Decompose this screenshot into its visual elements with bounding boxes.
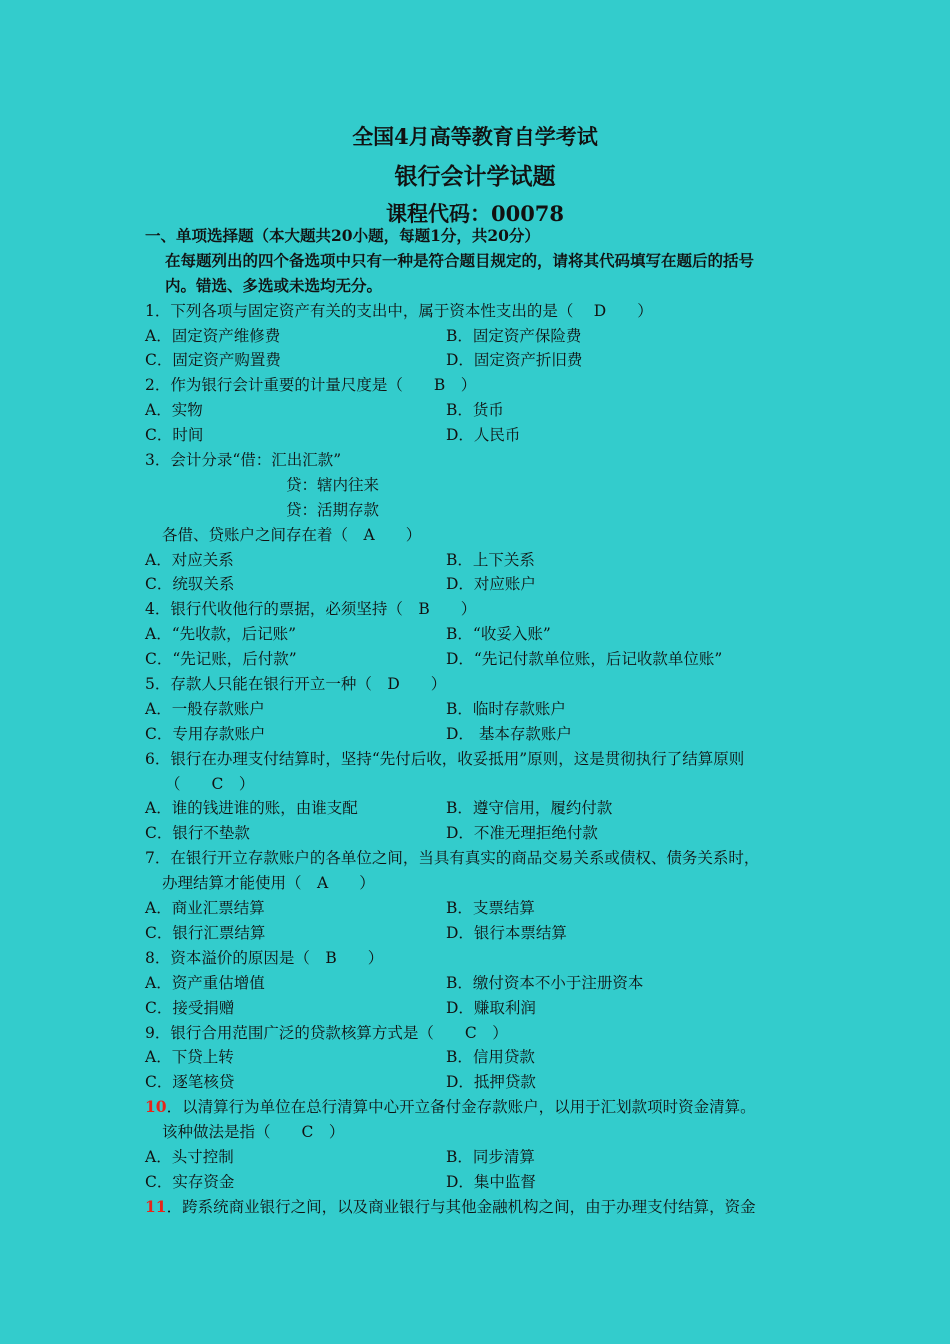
question-text: ．跨系统商业银行之间，以及商业银行与其他金融机构之间，由于办理支付结算，资金 xyxy=(166,1197,756,1216)
question-stem-continued: 该种做法是指（ C ） xyxy=(162,1123,345,1142)
option-row xyxy=(145,423,825,448)
option-b: B．缴付资本不小于注册资本 xyxy=(446,973,644,992)
option-b: B．货币 xyxy=(446,401,504,420)
option-a: A．头寸控制 xyxy=(145,1147,234,1166)
option-d: D．固定资产折旧费 xyxy=(446,351,583,370)
option-b: B．固定资产保险费 xyxy=(446,326,582,345)
option-d: D．集中监督 xyxy=(446,1172,536,1191)
question-stem: 7．在银行开立存款账户的各单位之间，当具有真实的商品交易关系或债权、债务关系时， xyxy=(145,849,760,868)
option-row xyxy=(145,821,825,846)
option-b: B．临时存款账户 xyxy=(446,699,566,718)
option-d: D．人民币 xyxy=(446,426,521,445)
option-row xyxy=(145,971,825,996)
journal-entry-line: 贷：辖内往来 xyxy=(286,475,380,494)
option-b: B．上下关系 xyxy=(446,550,535,569)
option-row xyxy=(145,548,825,573)
option-d: D．银行本票结算 xyxy=(446,923,567,942)
option-row xyxy=(145,722,825,747)
section-instruction-2: 内。错选、多选或未选均无分。 xyxy=(165,275,383,295)
option-c: C．专用存款账户 xyxy=(145,724,266,743)
option-c: C．银行不垫款 xyxy=(145,824,250,843)
question-stem-continued: 各借、贷账户之间存在着（ A ） xyxy=(162,525,422,544)
option-c: C．“先记账，后付款” xyxy=(145,650,297,669)
question-number: 10 xyxy=(145,1097,167,1117)
question-stem xyxy=(145,1095,825,1120)
option-row xyxy=(145,1045,825,1070)
option-a: A．固定资产维修费 xyxy=(145,326,281,345)
option-row xyxy=(145,324,825,349)
option-d: D．“先记付款单位账，后记收款单位账” xyxy=(446,650,723,669)
option-a: A．谁的钱进谁的账，由谁支配 xyxy=(145,799,358,818)
question-stem: 8．资本溢价的原因是（ B ） xyxy=(145,948,384,967)
option-a: A．商业汇票结算 xyxy=(145,899,265,918)
question-stem: 2．作为银行会计重要的计量尺度是（ B ） xyxy=(145,376,477,395)
option-c: C．接受捐赠 xyxy=(145,998,235,1017)
option-c: C．逐笔核贷 xyxy=(145,1073,235,1092)
option-d: D．抵押贷款 xyxy=(446,1073,536,1092)
question-stem: 1．下列各项与固定资产有关的支出中，属于资本性支出的是（ D ） xyxy=(145,301,653,320)
option-b: B．同步清算 xyxy=(446,1147,535,1166)
option-row xyxy=(145,896,825,921)
option-row xyxy=(145,996,825,1021)
option-a: A．资产重估增值 xyxy=(145,973,265,992)
question-stem: 5．存款人只能在银行开立一种（ D ） xyxy=(145,675,447,694)
option-row xyxy=(145,1145,825,1170)
option-b: B．遵守信用，履约付款 xyxy=(446,799,613,818)
exam-title-subject: 银行会计学试题 xyxy=(394,164,556,190)
option-a: A．“先收款，后记账” xyxy=(145,625,297,644)
option-d: D．不准无理拒绝付款 xyxy=(446,824,598,843)
question-stem-continued: （ C ） xyxy=(165,774,255,793)
question-number: 11 xyxy=(145,1196,167,1216)
option-row xyxy=(145,647,825,672)
option-b: B．“收妥入账” xyxy=(446,625,551,644)
question-stem xyxy=(145,1195,825,1220)
section-instruction-1: 在每题列出的四个备选项中只有一种是符合题目规定的，请将其代码填写在题后的括号 xyxy=(165,250,755,270)
section-heading: 一、单项选择题（本大题共20小题，每题1分，共20分） xyxy=(145,226,540,245)
option-row xyxy=(145,348,825,373)
option-row xyxy=(145,572,825,597)
option-a: A．一般存款账户 xyxy=(145,699,265,718)
option-a: A．下贷上转 xyxy=(145,1048,234,1067)
question-stem: 3．会计分录“借：汇出汇款” xyxy=(145,451,342,470)
option-d: D．赚取利润 xyxy=(446,998,536,1017)
course-code: 课程代码：00078 xyxy=(385,201,565,226)
question-stem: 4．银行代收他行的票据，必须坚持（ B ） xyxy=(145,600,477,619)
option-b: B．支票结算 xyxy=(446,899,535,918)
exam-body xyxy=(145,224,825,1220)
option-row xyxy=(145,796,825,821)
question-stem: 6．银行在办理支付结算时，坚持“先付后收，收妥抵用”原则，这是贯彻执行了结算原则 xyxy=(145,749,745,768)
option-row xyxy=(145,1170,825,1195)
question-stem-continued: 办理结算才能使用（ A ） xyxy=(162,874,375,893)
option-a: A．实物 xyxy=(145,401,203,420)
question-text: ．以清算行为单位在总行清算中心开立备付金存款账户，以用于汇划款项时资金清算。 xyxy=(166,1098,756,1117)
option-d: D．对应账户 xyxy=(446,575,536,594)
option-c: C．实存资金 xyxy=(145,1172,235,1191)
option-c: C．统驭关系 xyxy=(145,575,235,594)
option-d: D． 基本存款账户 xyxy=(446,724,572,743)
option-c: C．时间 xyxy=(145,426,204,445)
option-row xyxy=(145,921,825,946)
option-row xyxy=(145,1070,825,1095)
exam-title-line1: 全国4月高等教育自学考试 xyxy=(352,124,598,149)
question-stem: 9．银行合用范围广泛的贷款核算方式是（ C ） xyxy=(145,1023,508,1042)
option-row xyxy=(145,622,825,647)
option-c: C．固定资产购置费 xyxy=(145,351,281,370)
journal-entry-line: 贷：活期存款 xyxy=(286,500,380,519)
option-b: B．信用贷款 xyxy=(446,1048,535,1067)
option-c: C．银行汇票结算 xyxy=(145,923,266,942)
option-row xyxy=(145,398,825,423)
option-row xyxy=(145,697,825,722)
option-a: A．对应关系 xyxy=(145,550,234,569)
